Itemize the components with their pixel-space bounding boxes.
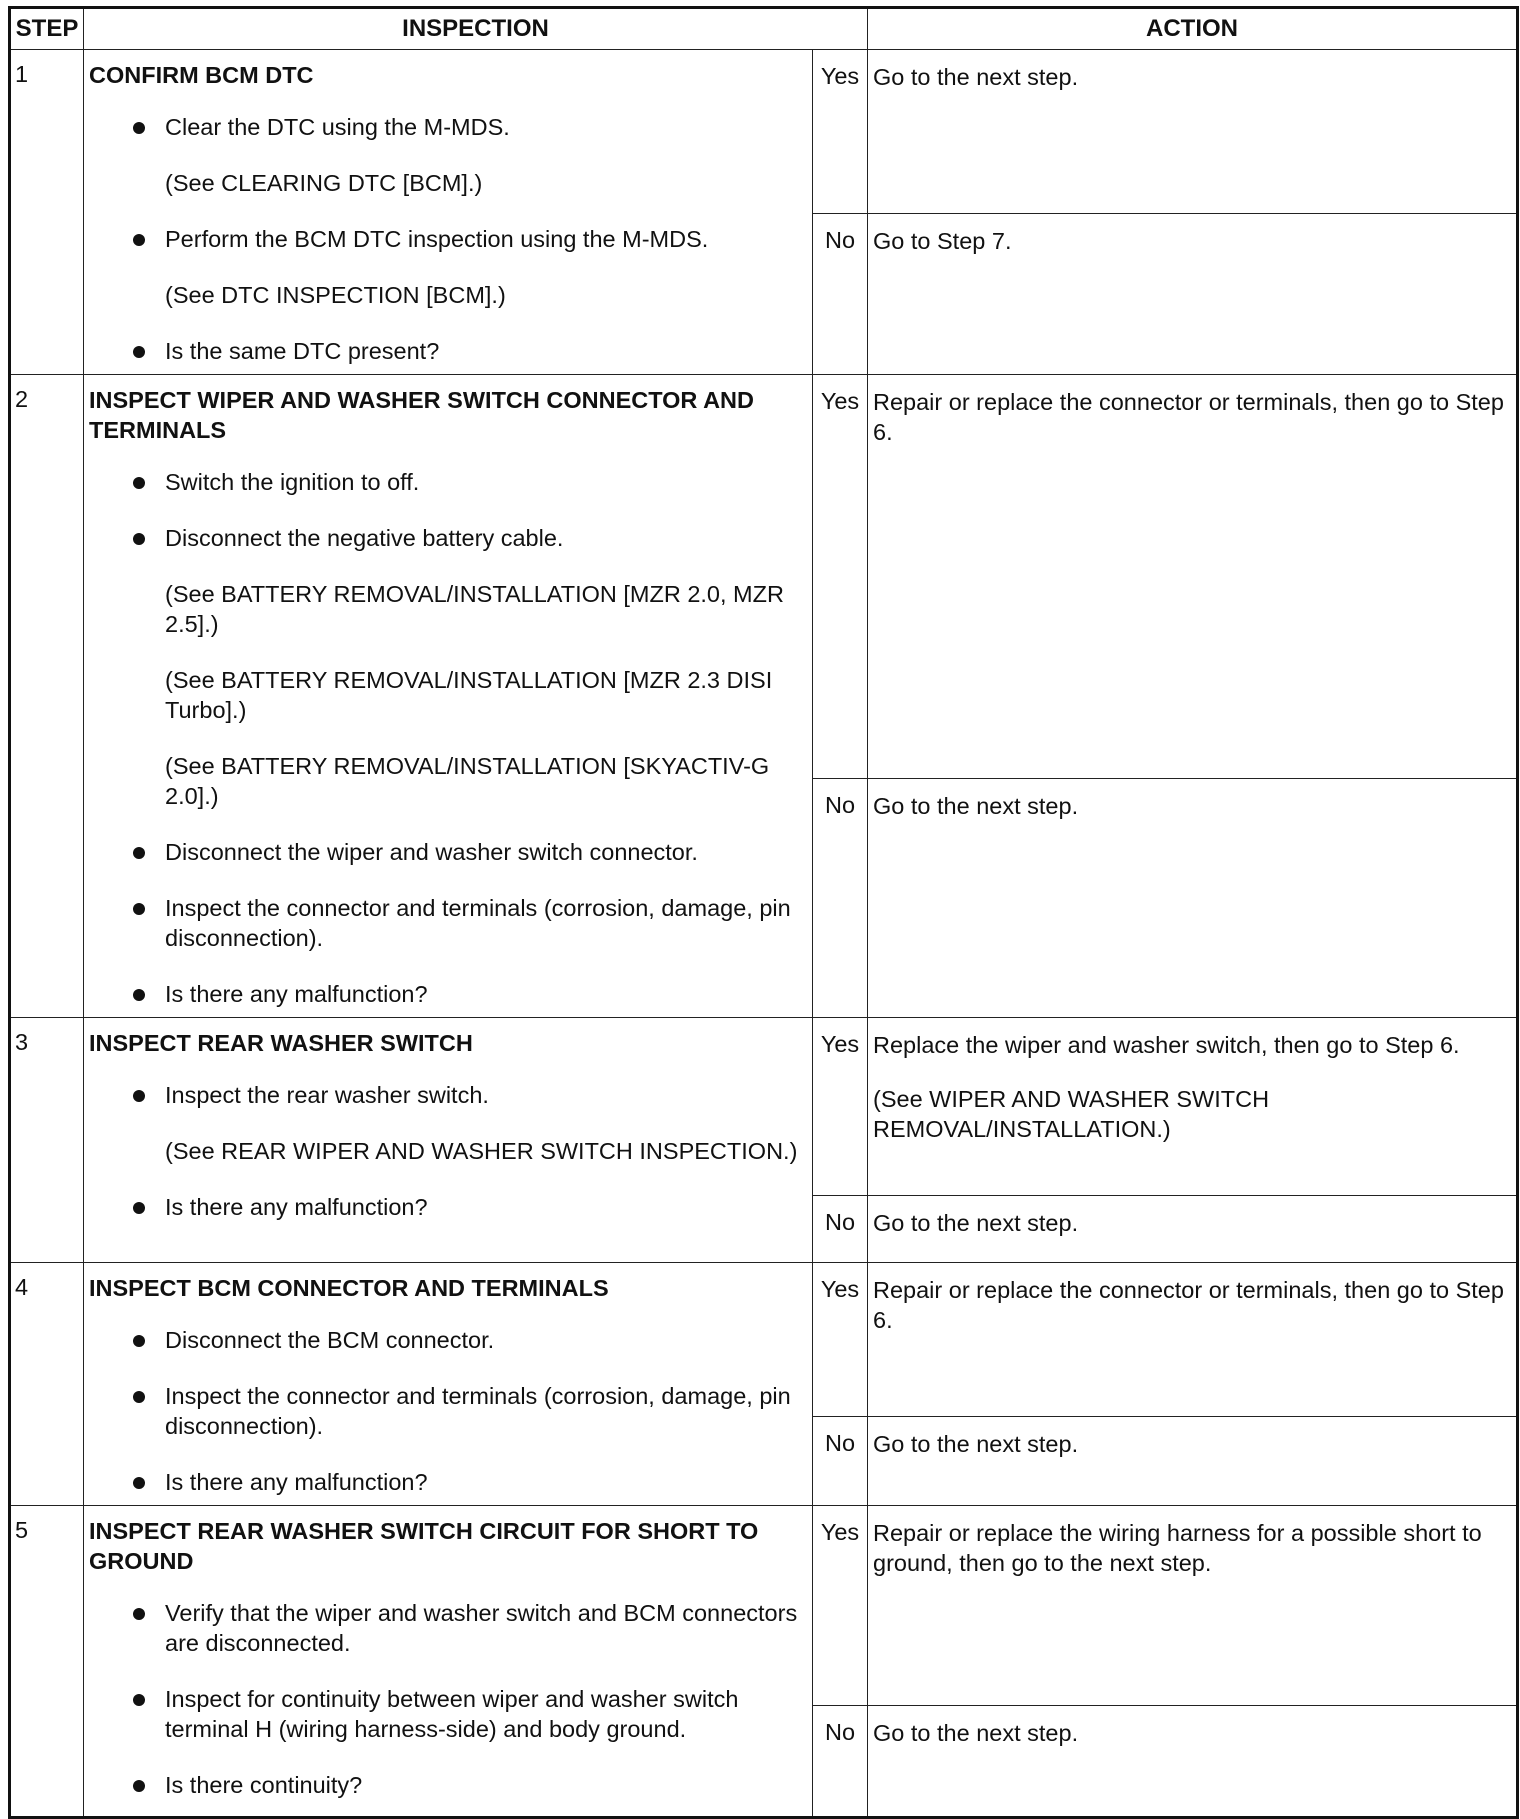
inspection-cell	[84, 375, 813, 1018]
no-action	[868, 1416, 1518, 1505]
no-label: No	[813, 213, 868, 374]
action-text: Go to Step 7.	[873, 227, 1012, 254]
bullet-item: Disconnect the BCM connector.	[89, 1325, 806, 1355]
bullet-item: Is there any malfunction?	[89, 979, 806, 1009]
step-number: 1	[10, 50, 84, 375]
inspection-cell	[84, 50, 813, 375]
reference-note: (See BATTERY REMOVAL/INSTALLATION [MZR 2.3 DISI Turbo].)	[165, 667, 773, 723]
step-number: 3	[10, 1018, 84, 1263]
action-text: Go to the next step.	[873, 64, 1079, 90]
action-text: Repair or replace the connector or terminals, then go to Step 6.	[873, 389, 1504, 445]
step-title: INSPECT WIPER AND WASHER SWITCH CONNECTOR AND TERMINALS	[89, 387, 754, 443]
diagnostic-procedure-sheet	[8, 6, 1516, 1819]
table-row	[10, 1506, 1518, 1706]
no-action	[868, 1706, 1518, 1818]
bullet-item: Perform the BCM DTC inspection using the M-MDS.	[89, 224, 806, 254]
bullet-item: Is there continuity?	[89, 1770, 806, 1800]
yes-action	[868, 375, 1518, 779]
bullet-item: Is there any malfunction?	[89, 1192, 806, 1222]
yes-action	[868, 1506, 1518, 1706]
no-label: No	[813, 1706, 868, 1818]
inspection-cell	[84, 1263, 813, 1506]
yes-action	[868, 50, 1518, 214]
action-text: Go to the next step.	[873, 1430, 1079, 1457]
action-text: Repair or replace the wiring harness for a possible short to ground, then go to the next step.	[873, 1520, 1482, 1576]
yes-action	[868, 1018, 1518, 1196]
reference-note: (See BATTERY REMOVAL/INSTALLATION [SKYACTIV-G 2.0].)	[165, 753, 770, 809]
no-action	[868, 779, 1518, 1018]
no-label: No	[813, 1416, 868, 1505]
bullet-item: Switch the ignition to off.	[89, 467, 806, 497]
yes-label: Yes	[813, 1018, 868, 1196]
yes-label: Yes	[813, 1506, 868, 1706]
no-label: No	[813, 1196, 868, 1263]
table-row	[10, 1263, 1518, 1417]
no-action	[868, 1196, 1518, 1263]
bullet-item: Inspect the rear washer switch.	[89, 1080, 806, 1110]
step-number: 5	[10, 1506, 84, 1818]
no-action	[868, 213, 1518, 374]
no-label: No	[813, 779, 868, 1018]
step-title: INSPECT REAR WASHER SWITCH CIRCUIT FOR SHORT TO GROUND	[89, 1518, 759, 1574]
header-step: STEP	[10, 8, 84, 50]
bullet-item: Verify that the wiper and washer switch and BCM connectors are disconnected.	[89, 1598, 806, 1658]
bullet-item: Inspect the connector and terminals (corrosion, damage, pin disconnection).	[89, 1381, 806, 1441]
yes-label: Yes	[813, 50, 868, 214]
reference-note: (See DTC INSPECTION [BCM].)	[165, 282, 506, 308]
yes-action	[868, 1263, 1518, 1417]
bullet-item: Inspect for continuity between wiper and washer switch terminal H (wiring harness-side) and body ground.	[89, 1684, 806, 1744]
table-row	[10, 375, 1518, 779]
inspection-table	[8, 6, 1519, 1819]
action-text: Go to the next step.	[873, 1720, 1079, 1746]
action-text: (See WIPER AND WASHER SWITCH REMOVAL/INSTALLATION.)	[873, 1086, 1270, 1142]
header-action: ACTION	[868, 8, 1518, 50]
reference-note: (See BATTERY REMOVAL/INSTALLATION [MZR 2.0, MZR 2.5].)	[165, 581, 784, 637]
action-text: Go to the next step.	[873, 793, 1079, 820]
header-inspection: INSPECTION	[84, 8, 868, 50]
reference-note: (See REAR WIPER AND WASHER SWITCH INSPECTION.)	[165, 1138, 798, 1164]
action-text: Repair or replace the connector or terminals, then go to Step 6.	[873, 1277, 1504, 1333]
bullet-item: Disconnect the wiper and washer switch connector.	[89, 837, 806, 867]
action-text: Replace the wiper and washer switch, then go to Step 6.	[873, 1032, 1460, 1058]
table-body	[10, 50, 1518, 1818]
inspection-cell	[84, 1506, 813, 1818]
bullet-item: Is there any malfunction?	[89, 1467, 806, 1497]
bullet-item: Clear the DTC using the M-MDS.	[89, 112, 806, 142]
action-text: Go to the next step.	[873, 1210, 1079, 1236]
bullet-item: Disconnect the negative battery cable.	[89, 523, 806, 553]
yes-label: Yes	[813, 375, 868, 779]
step-title: INSPECT REAR WASHER SWITCH	[89, 1030, 473, 1056]
step-number: 2	[10, 375, 84, 1018]
bullet-item: Is the same DTC present?	[89, 336, 806, 366]
step-title: INSPECT BCM CONNECTOR AND TERMINALS	[89, 1275, 609, 1301]
bullet-item: Inspect the connector and terminals (corrosion, damage, pin disconnection).	[89, 893, 806, 953]
table-row	[10, 50, 1518, 214]
step-number: 4	[10, 1263, 84, 1506]
yes-label: Yes	[813, 1263, 868, 1417]
header-row	[10, 8, 1518, 50]
reference-note: (See CLEARING DTC [BCM].)	[165, 170, 483, 196]
step-title: CONFIRM BCM DTC	[89, 62, 314, 88]
table-row	[10, 1018, 1518, 1196]
inspection-cell	[84, 1018, 813, 1263]
